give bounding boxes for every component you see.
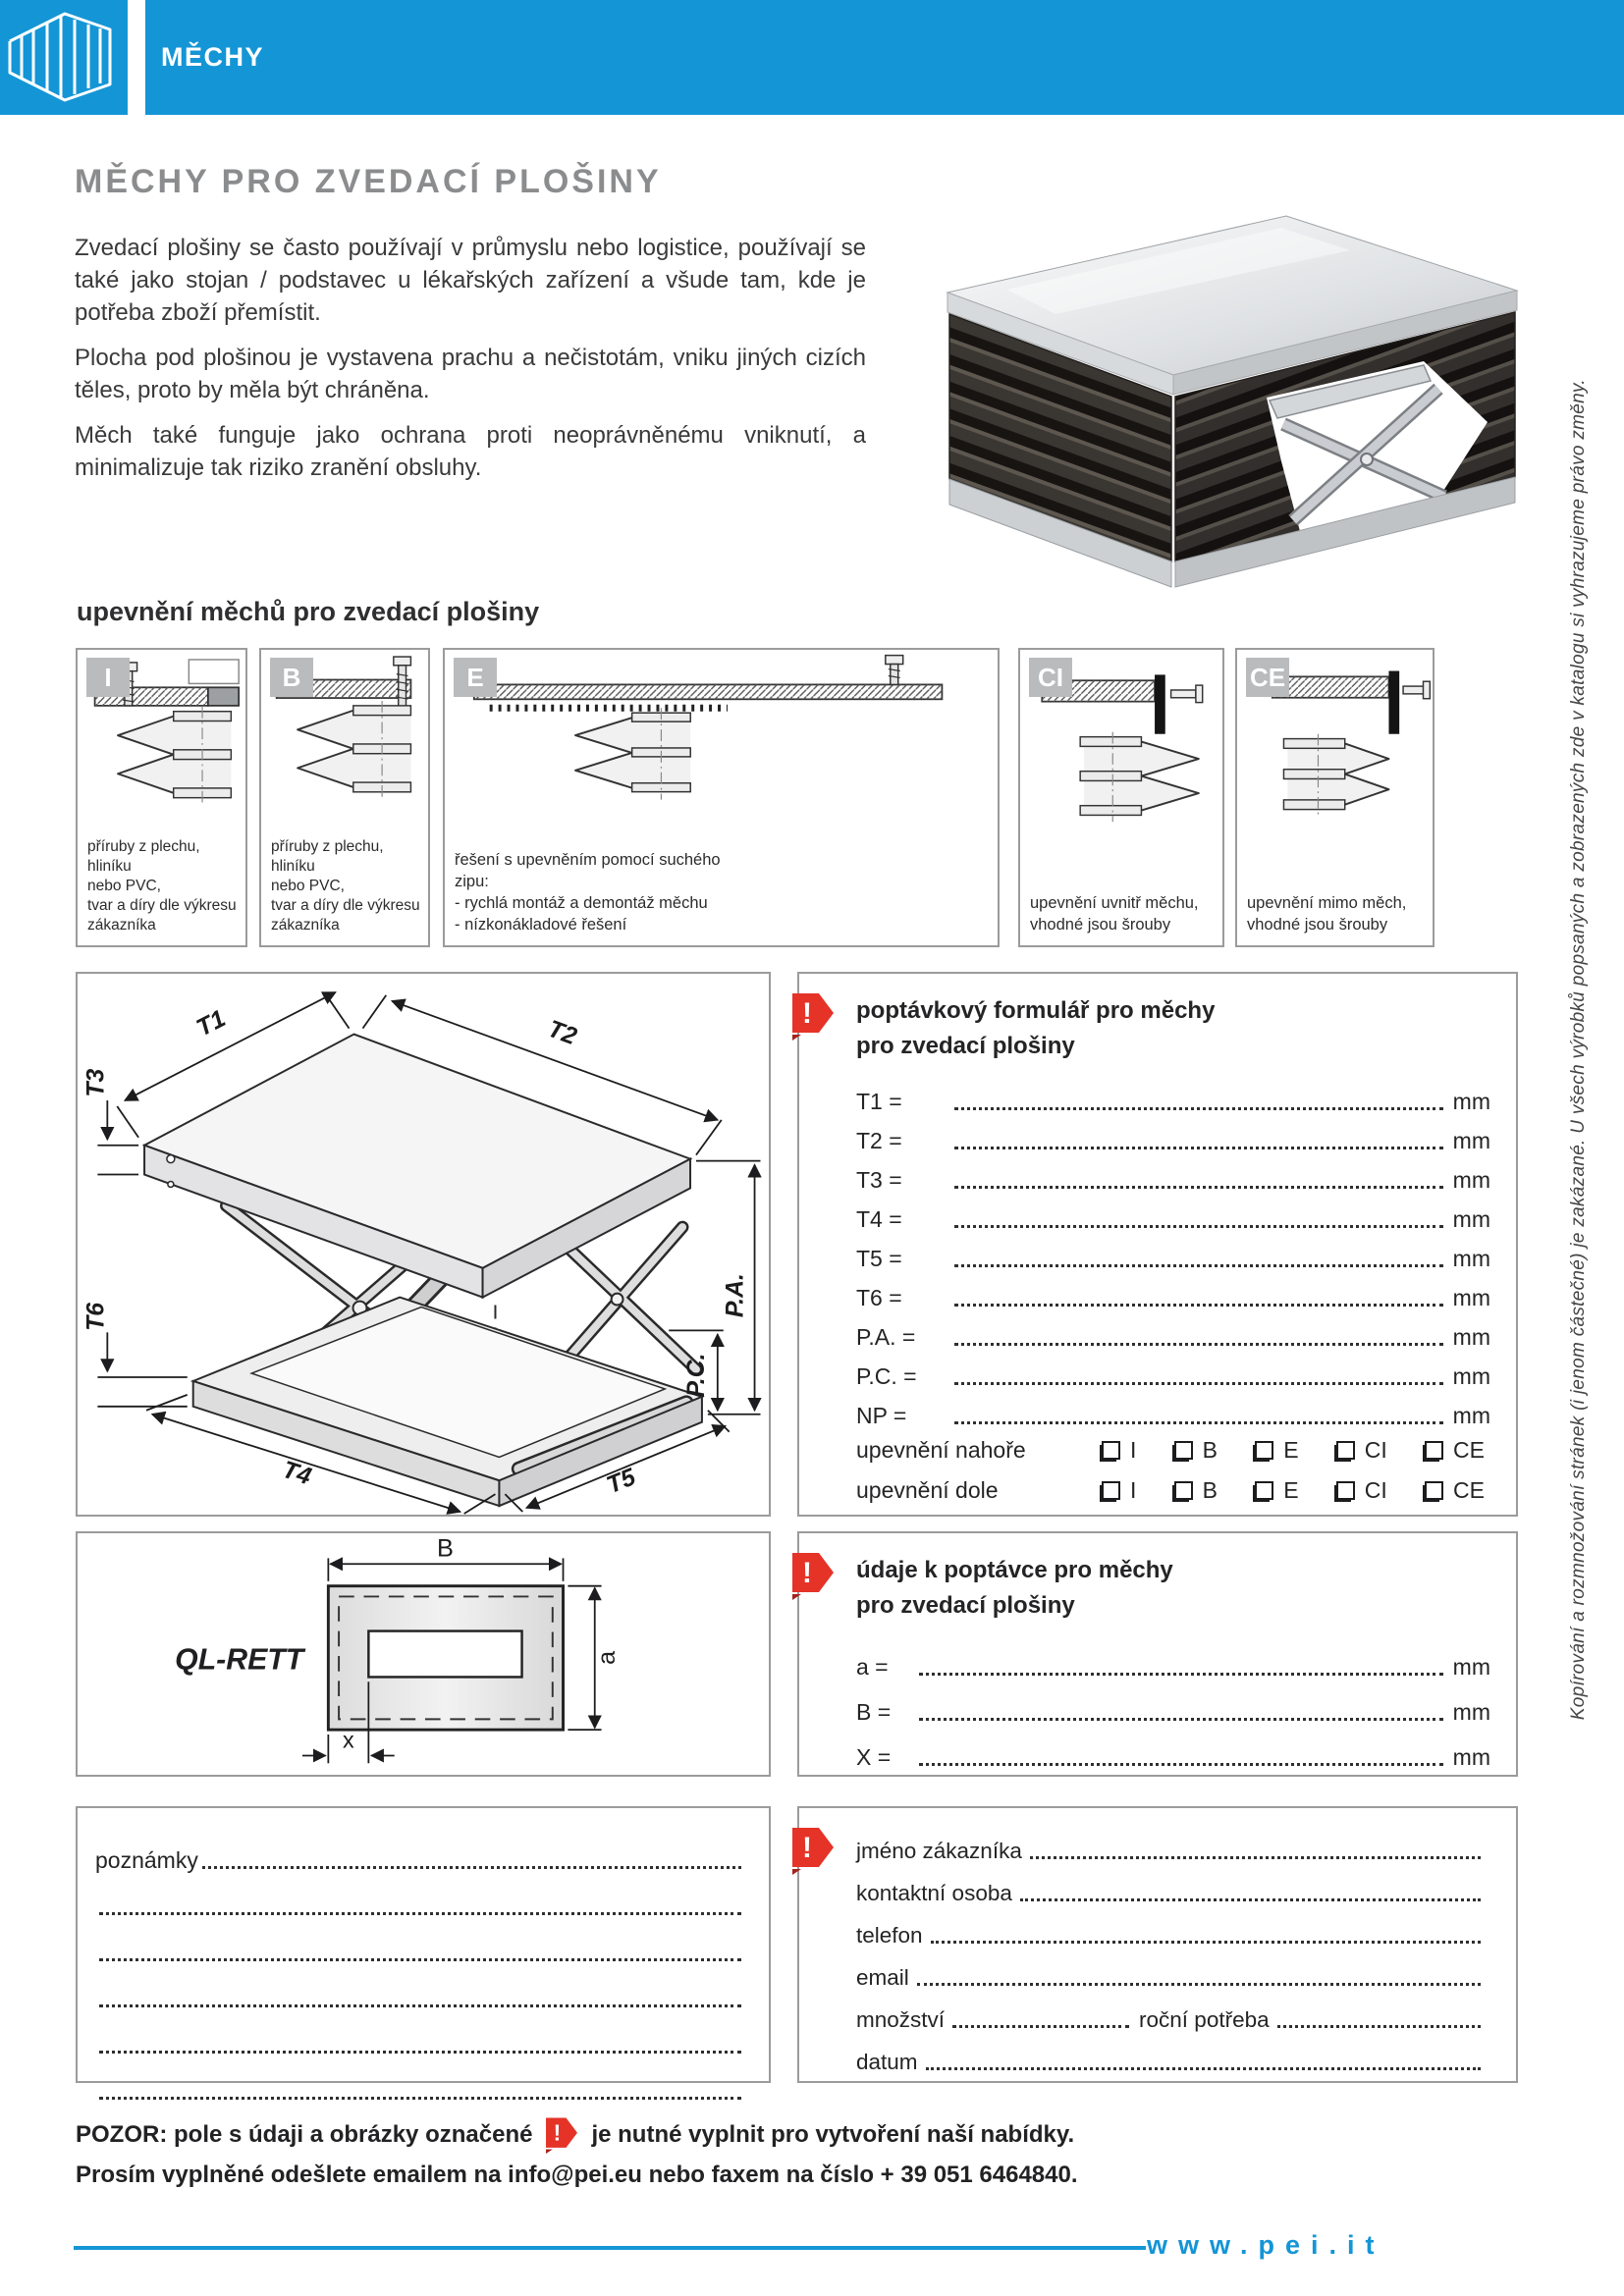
form-field-row <box>856 1311 1490 1351</box>
scissor-lift-diagram <box>78 974 769 1515</box>
fixing-caption <box>271 837 422 935</box>
dotted-line <box>954 1333 1443 1346</box>
fixing-option <box>1425 1437 1485 1464</box>
dim-label-t5: T5 <box>603 1464 640 1500</box>
header-title: MĚCHY <box>161 42 265 72</box>
fixing-option <box>1174 1437 1218 1464</box>
option-label: I <box>1130 1436 1137 1463</box>
dim-label-a: a <box>593 1650 622 1665</box>
unit-label: mm <box>1452 1285 1490 1310</box>
intro-text <box>75 232 866 497</box>
caption-line: vhodné jsou šrouby <box>1030 916 1171 934</box>
dim-label-pa: P.A. <box>722 1273 749 1318</box>
customer-row <box>856 2033 1490 2075</box>
dotted-line <box>99 2041 741 2054</box>
checkbox[interactable] <box>1425 1441 1443 1460</box>
dotted-line <box>99 1902 741 1915</box>
fixing-caption <box>455 849 992 935</box>
lifting-platform-bellows-photo <box>889 196 1532 604</box>
form-field-row <box>856 1154 1490 1194</box>
caption-line: upevnění uvnitř měchu, <box>1030 894 1199 912</box>
notes-row <box>95 2012 751 2058</box>
fixing-code-badge: I <box>86 658 130 697</box>
caption-line: zákazníka <box>87 917 156 934</box>
caption-line: - rychlá montáž a demontáž měchu <box>455 894 708 912</box>
warning-block <box>76 2116 1401 2189</box>
fixing-caption <box>87 837 240 935</box>
form-title-line1: poptávkový formulář pro měchy <box>856 997 1216 1024</box>
field-label: NP = <box>856 1403 907 1428</box>
unit-label: mm <box>1452 1699 1490 1725</box>
fixing-code-badge: CE <box>1246 658 1289 697</box>
caption-line: řešení s upevněním pomocí suchého <box>455 851 721 869</box>
scissor-lift-diagram-box <box>76 972 771 1517</box>
fixing-option <box>1336 1477 1387 1504</box>
warning-line2: Prosím vyplněné odešlete emailem na info@pei.eu nebo faxem na číslo + 39 051 6464840. <box>76 2162 1078 2188</box>
intro-paragraph: Měch také funguje jako ochrana proti neoprávněnému vniknutí, a minimalizuje tak riziko zranění obsluhy. <box>75 422 866 481</box>
field-label: T5 = <box>856 1246 902 1271</box>
unit-label: mm <box>1452 1128 1490 1153</box>
form-field-row <box>856 1635 1490 1681</box>
dotted-line <box>926 2057 1481 2070</box>
option-label: CI <box>1364 1436 1387 1463</box>
field-label: P.A. = <box>856 1324 916 1350</box>
dim-label-t3: T3 <box>82 1068 110 1097</box>
dim-label-b: B <box>436 1534 454 1563</box>
alert-icon <box>788 1551 838 1600</box>
unit-label: mm <box>1452 1324 1490 1350</box>
dotted-line <box>954 1372 1443 1385</box>
form-field-row <box>856 1351 1490 1390</box>
fixing-code-badge: E <box>454 658 497 697</box>
row-label: upevnění dole <box>856 1476 999 1503</box>
notes-row <box>95 1828 751 1874</box>
unit-label: mm <box>1452 1167 1490 1193</box>
intro-paragraph: Zvedací plošiny se často používají v průmyslu nebo logistice, používají se také jako stojan / podstavec u lékařských zařízení a všude tam, kde je potřeba zboží přemístit. <box>75 235 866 326</box>
customer-label: email <box>856 1965 909 1990</box>
dotted-line <box>952 2015 1129 2028</box>
notes-row <box>95 1920 751 1966</box>
notes-box <box>76 1806 771 2083</box>
checkbox[interactable] <box>1174 1481 1193 1500</box>
customer-label: jméno zákazníka <box>856 1839 1022 1863</box>
checkbox[interactable] <box>1336 1481 1355 1500</box>
footer-divider <box>74 2246 1146 2250</box>
field-label: T4 = <box>856 1206 902 1232</box>
option-label: E <box>1283 1476 1299 1503</box>
customer-row <box>856 1822 1490 1864</box>
copyright-side-note: Kopírování a rozmnožování stránek (i jenom částečné) je zakázané. U všech výrobků popsaných a zobrazených zde v katalogu si vyhrazujeme právo změny. <box>1568 379 1589 1721</box>
ql-rett-box <box>76 1531 771 1777</box>
unit-label: mm <box>1452 1363 1490 1389</box>
fixing-option <box>1174 1477 1218 1504</box>
dim-label-t1: T1 <box>192 1005 231 1042</box>
checkbox[interactable] <box>1255 1481 1273 1500</box>
bellows-logo-box <box>0 0 128 115</box>
customer-row <box>856 1906 1490 1949</box>
customer-label: datum <box>856 2050 918 2074</box>
fixing-box-ci <box>1018 648 1224 947</box>
dim-label-t2: T2 <box>544 1015 580 1051</box>
form-field-row <box>856 1233 1490 1272</box>
dotted-line <box>954 1137 1443 1149</box>
dotted-line <box>919 1663 1443 1676</box>
fixing-caption <box>1247 892 1427 935</box>
fixing-box-ce <box>1235 648 1435 947</box>
form-field-row <box>856 1272 1490 1311</box>
unit-label: mm <box>1452 1654 1490 1680</box>
form-title-line1: údaje k poptávce pro měchy <box>856 1557 1173 1583</box>
dotted-line <box>931 1931 1481 1944</box>
caption-line: tvar a díry dle výkresu <box>271 897 420 914</box>
checkbox[interactable] <box>1102 1481 1120 1500</box>
notes-row <box>95 2058 751 2105</box>
warning-text-after: je nutné vyplnit pro vytvoření naší nabídky. <box>591 2121 1075 2148</box>
option-label: I <box>1130 1476 1137 1503</box>
alert-icon <box>788 991 838 1041</box>
customer-label: kontaktní osoba <box>856 1881 1012 1905</box>
measure-fields <box>856 1076 1490 1429</box>
option-label: CE <box>1453 1436 1485 1463</box>
customer-label: telefon <box>856 1923 923 1948</box>
dotted-line <box>1030 1846 1481 1859</box>
checkbox[interactable] <box>1255 1441 1273 1460</box>
field-label: T6 = <box>856 1285 902 1310</box>
caption-line: - nízkonákladové řešení <box>455 916 627 934</box>
dotted-line <box>954 1097 1443 1110</box>
form-field-row <box>856 1681 1490 1726</box>
unit-label: mm <box>1452 1744 1490 1770</box>
svg-text:!: ! <box>802 997 812 1030</box>
checkbox[interactable] <box>1174 1441 1193 1460</box>
form-field-row <box>856 1194 1490 1233</box>
field-label: T3 = <box>856 1167 902 1193</box>
unit-label: mm <box>1452 1246 1490 1271</box>
alert-icon <box>788 1826 838 1875</box>
detail-fields <box>856 1635 1490 1771</box>
checkbox[interactable] <box>1102 1441 1120 1460</box>
bellows-icon <box>0 0 128 115</box>
fixing-option <box>1336 1437 1387 1464</box>
form-title-line2: pro zvedací plošiny <box>856 1592 1075 1619</box>
customer-row <box>856 1991 1490 2033</box>
dotted-line <box>202 1856 741 1869</box>
field-label: X = <box>856 1744 892 1770</box>
customer-row <box>856 1949 1490 1991</box>
dotted-line <box>99 1995 741 2007</box>
request-form-box <box>797 972 1518 1517</box>
caption-line: vhodné jsou šrouby <box>1247 916 1388 934</box>
dotted-line <box>954 1176 1443 1189</box>
form-field-row <box>856 1115 1490 1154</box>
fixing-box-b <box>259 648 430 947</box>
svg-text:!: ! <box>802 1832 812 1864</box>
fixing-caption <box>1030 892 1217 935</box>
checkbox[interactable] <box>1336 1441 1355 1460</box>
fixing-option <box>1102 1477 1136 1504</box>
field-label: P.C. = <box>856 1363 917 1389</box>
alert-icon <box>542 2116 581 2154</box>
customer-form-box <box>797 1806 1518 2083</box>
notes-row <box>95 1874 751 1920</box>
fixing-option <box>1255 1477 1298 1504</box>
fixing-top-row <box>856 1430 1490 1469</box>
field-label: T1 = <box>856 1089 902 1114</box>
svg-text:!: ! <box>554 2119 562 2146</box>
option-label: CE <box>1453 1476 1485 1503</box>
form-title-line2: pro zvedací plošiny <box>856 1033 1075 1059</box>
fixing-code-badge: B <box>270 658 313 697</box>
fixing-bottom-row <box>856 1470 1490 1510</box>
fixing-box-e <box>443 648 1000 947</box>
unit-label: mm <box>1452 1206 1490 1232</box>
details-form-box <box>797 1531 1518 1777</box>
page-title: MĚCHY PRO ZVEDACÍ PLOŠINY <box>75 163 662 200</box>
dim-label-pc: P.C. <box>682 1353 710 1398</box>
caption-line: nebo PVC, <box>271 878 345 894</box>
form-field-row <box>856 1390 1490 1429</box>
checkbox[interactable] <box>1425 1481 1443 1500</box>
dotted-line <box>1277 2015 1481 2028</box>
unit-label: mm <box>1452 1403 1490 1428</box>
dotted-line <box>1020 1889 1481 1901</box>
ql-rett-drawing <box>78 1533 769 1775</box>
fixing-option <box>1255 1437 1298 1464</box>
fixing-drawing-e <box>445 654 998 830</box>
fixing-code-badge: CI <box>1029 658 1072 697</box>
option-label: B <box>1202 1436 1218 1463</box>
customer-label: množství <box>856 2007 946 2032</box>
caption-line: tvar a díry dle výkresu <box>87 897 237 914</box>
field-label: a = <box>856 1654 889 1680</box>
dotted-line <box>954 1215 1443 1228</box>
fixing-option <box>1425 1477 1485 1504</box>
intro-paragraph: Plocha pod plošinou je vystavena prachu a nečistotám, vniku jiných cizích těles, proto by měla být chráněna. <box>75 345 866 403</box>
svg-text:!: ! <box>802 1557 812 1589</box>
unit-label: mm <box>1452 1089 1490 1114</box>
option-label: B <box>1202 1476 1218 1503</box>
customer-row <box>856 1864 1490 1906</box>
warning-text-before: POZOR: pole s údaji a obrázky označené <box>76 2121 533 2148</box>
caption-line: zákazníka <box>271 917 340 934</box>
caption-line: zipu: <box>455 873 489 890</box>
fixing-box-i <box>76 648 247 947</box>
caption-line: příruby z plechu, hliníku <box>87 838 200 875</box>
caption-line: upevnění mimo měch, <box>1247 894 1407 912</box>
dotted-line <box>954 1294 1443 1307</box>
notes-row <box>95 1966 751 2012</box>
field-label: T2 = <box>856 1128 902 1153</box>
customer-label: roční potřeba <box>1139 2007 1270 2032</box>
dim-label-t6: T6 <box>82 1302 110 1331</box>
header-bar <box>145 0 1624 115</box>
ql-rett-label: QL-RETT <box>175 1643 304 1677</box>
fixing-option <box>1102 1437 1136 1464</box>
website-link[interactable]: www.pei.it <box>1147 2230 1385 2260</box>
option-label: CI <box>1364 1476 1387 1503</box>
notes-label: poznámky <box>95 1847 198 1873</box>
form-field-row <box>856 1726 1490 1771</box>
dotted-line <box>919 1753 1443 1766</box>
dotted-line <box>954 1412 1443 1424</box>
dotted-line <box>99 2087 741 2100</box>
dotted-line <box>99 1949 741 1961</box>
dim-label-x: x <box>343 1727 354 1753</box>
fixings-heading: upevnění měchů pro zvedací plošiny <box>77 597 540 626</box>
dotted-line <box>919 1708 1443 1721</box>
option-label: E <box>1283 1436 1299 1463</box>
caption-line: příruby z plechu, hliníku <box>271 838 384 875</box>
row-label: upevnění nahoře <box>856 1436 1026 1463</box>
field-label: B = <box>856 1699 892 1725</box>
dotted-line <box>917 1973 1481 1986</box>
form-field-row <box>856 1076 1490 1115</box>
dotted-line <box>954 1255 1443 1267</box>
caption-line: nebo PVC, <box>87 878 161 894</box>
dim-label-t4: T4 <box>279 1456 315 1491</box>
